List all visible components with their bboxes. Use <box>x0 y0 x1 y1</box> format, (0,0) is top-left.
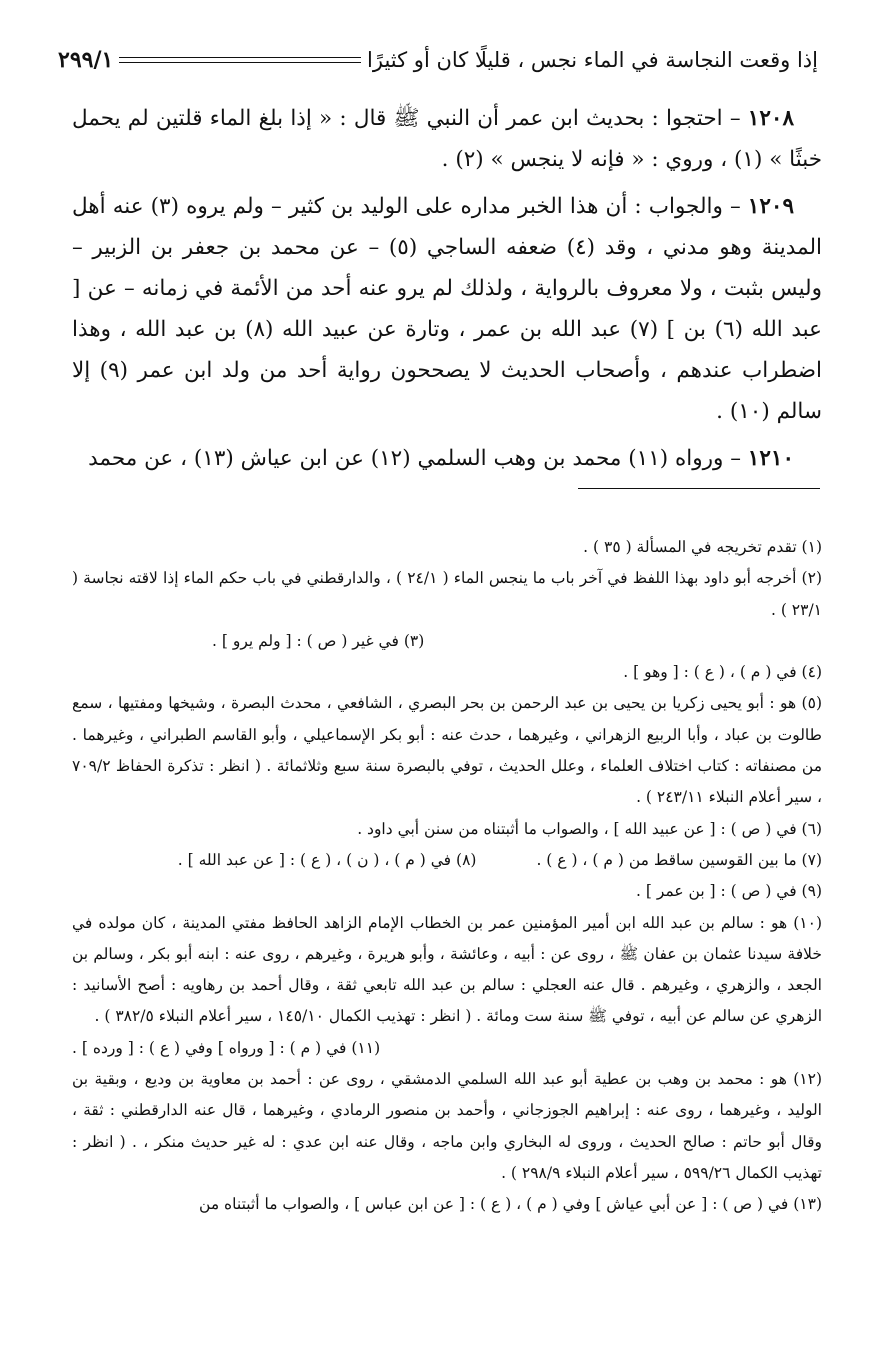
paragraph-number: ١٢١٠ <box>747 446 794 471</box>
paragraph-text: – احتجوا : بحديث ابن عمر أن النبي ﷺ قال : « إذا بلغ الماء قلتين لم يحمل خبثًا » (١) ، وروي : « فإنه لا ينجس » (٢) . <box>72 106 822 172</box>
footnote-5: (٥) هو : أبو يحيى زكريا بن يحيى بن عبد الرحمن بن بحر البصري ، الشافعي ، محدث البصرة ، وشيخها ومفتيها ، سمع طالوت بن عباد ، وأبا الربيع الزهراني ، وغيرهما ، حدث عنه : أبو بكر الإسماعيلي ، وأبو القاسم الطبراني ، وغيرهما . من مصنفاته : كتاب اختلاف العلماء ، وعلل الحديث ، توفي بالبصرة سنة سبع وثلاثمائة . ( انظر : تذكرة الحفاظ ٧٠٩/٢ ، سير أعلام النبلاء ٢٤٣/١١ ) . <box>72 694 822 807</box>
footnote-13: (١٣) في ( ص ) : [ عن أبي عياش ] وفي ( م ) ، ( ع ) : [ عن ابن عباس ] ، والصواب ما أثبتناه من <box>199 1195 822 1214</box>
footnote-4: (٤) في ( م ) ، ( ع ) : [ وهو ] . <box>623 663 822 682</box>
paragraph-number: ١٢٠٩ <box>747 194 794 219</box>
footnote-3: (٣) في غير ( ص ) : [ ولم يرو ] . <box>212 631 425 650</box>
footnote-9: (٩) في ( ص ) : [ بن عمر ] . <box>636 882 822 901</box>
page-number: ٢٩٩/١ <box>58 47 114 73</box>
footnote-row-7-8 <box>72 845 822 876</box>
paragraph-1210 <box>72 438 822 479</box>
paragraph-1208 <box>72 98 822 180</box>
footnotes <box>72 532 822 1221</box>
paragraph-1209 <box>72 186 822 432</box>
footnote-8: (٨) في ( م ) ، ( ن ) ، ( ع ) : [ عن عبد الله ] . <box>177 850 477 869</box>
footnote-separator <box>578 488 820 489</box>
paragraph-number: ١٢٠٨ <box>747 106 794 131</box>
header-title: إذا وقعت النجاسة في الماء نجس ، قليلًا كان أو كثيرًا <box>367 48 818 72</box>
paragraph-text: – والجواب : أن هذا الخبر مداره على الوليد بن كثير – ولم يروه (٣) عنه أهل المدينة وهو مدني ، وقد (٤) ضعفه الساجي (٥) – عن محمد بن جعفر بن الزبير – وليس بثبت ، ولا معروف بالرواية ، ولذلك لم يرو عنه أحد من الأئمة في زمانه – عن [ عبد الله (٦) بن ] (٧) عبد الله بن عمر ، وتارة عن عبيد الله (٨) بن عبد الله ، وهذا اضطراب عندهم ، وأصحاب الحديث لا يصححون رواية أحد من ولد ابن عمر (٩) إلا سالم (١٠) . <box>72 194 822 424</box>
running-header <box>58 44 818 76</box>
header-rule <box>119 57 361 63</box>
paragraph-text: – ورواه (١١) محمد بن وهب السلمي (١٢) عن ابن عياش (١٣) ، عن محمد <box>88 446 748 471</box>
footnote-1: (١) تقدم تخريجه في المسألة ( ٣٥ ) . <box>583 538 822 556</box>
footnote-6: (٦) في ( ص ) : [ عن عبيد الله ] ، والصواب ما أثبتناه من سنن أبي داود . <box>357 819 822 838</box>
footnote-12: (١٢) هو : محمد بن وهب بن عطية أبو عبد الله السلمي الدمشقي ، روى عن : أحمد بن معاوية بن وديع ، وبقية بن الوليد ، وغيرهما ، روى عنه : إبراهيم الجوزجاني ، وأحمد بن منصور الرمادي ، وغيرهما ، قال عنه الدارقطني : ثقة ، وقال أبو حاتم : صالح الحديث ، وروى له البخاري وابن ماجه ، وقال عنه ابن عدي : له غير حديث منكر ، . ( انظر : تهذيب الكمال ٥٩٩/٢٦ ، سير أعلام النبلاء ٢٩٨/٩ ) . <box>72 1070 822 1182</box>
footnote-2: (٢) أخرجه أبو داود بهذا اللفظ في آخر باب ما ينجس الماء ( ٢٤/١ ) ، والدارقطني في باب حكم الماء إذا لاقته نجاسة ( ٢٣/١ ) . <box>72 569 822 619</box>
footnote-10: (١٠) هو : سالم بن عبد الله ابن أمير المؤمنين عمر بن الخطاب الإمام الزاهد الحافظ مفتي المدينة ، كان مولده في خلافة سيدنا عثمان بن عفان ﷺ ، روى عن : أبيه ، وعائشة ، وأبو هريرة ، وغيرهم ، روى عنه : ابنه أبو بكر ، وسالم بن الجعد ، والزهري ، وغيرهم . قال عنه العجلي : سالم بن عبد الله تابعي ثقة ، وقال أحمد بن رهاويه : أصح الأسانيد : الزهري عن سالم عن أبيه ، توفي ﷺ سنة ست ومائة . ( انظر : تهذيب الكمال ١٤٥/١٠ ، سير أعلام النبلاء ٣٨٢/٥ ) . <box>72 913 822 1026</box>
footnote-11: (١١) في ( م ) : [ ورواه ] وفي ( ع ) : [ ورده ] . <box>72 1038 381 1057</box>
footnote-7: (٧) ما بين القوسين ساقط من ( م ) ، ( ع ) . <box>536 850 822 869</box>
main-text <box>72 98 822 485</box>
